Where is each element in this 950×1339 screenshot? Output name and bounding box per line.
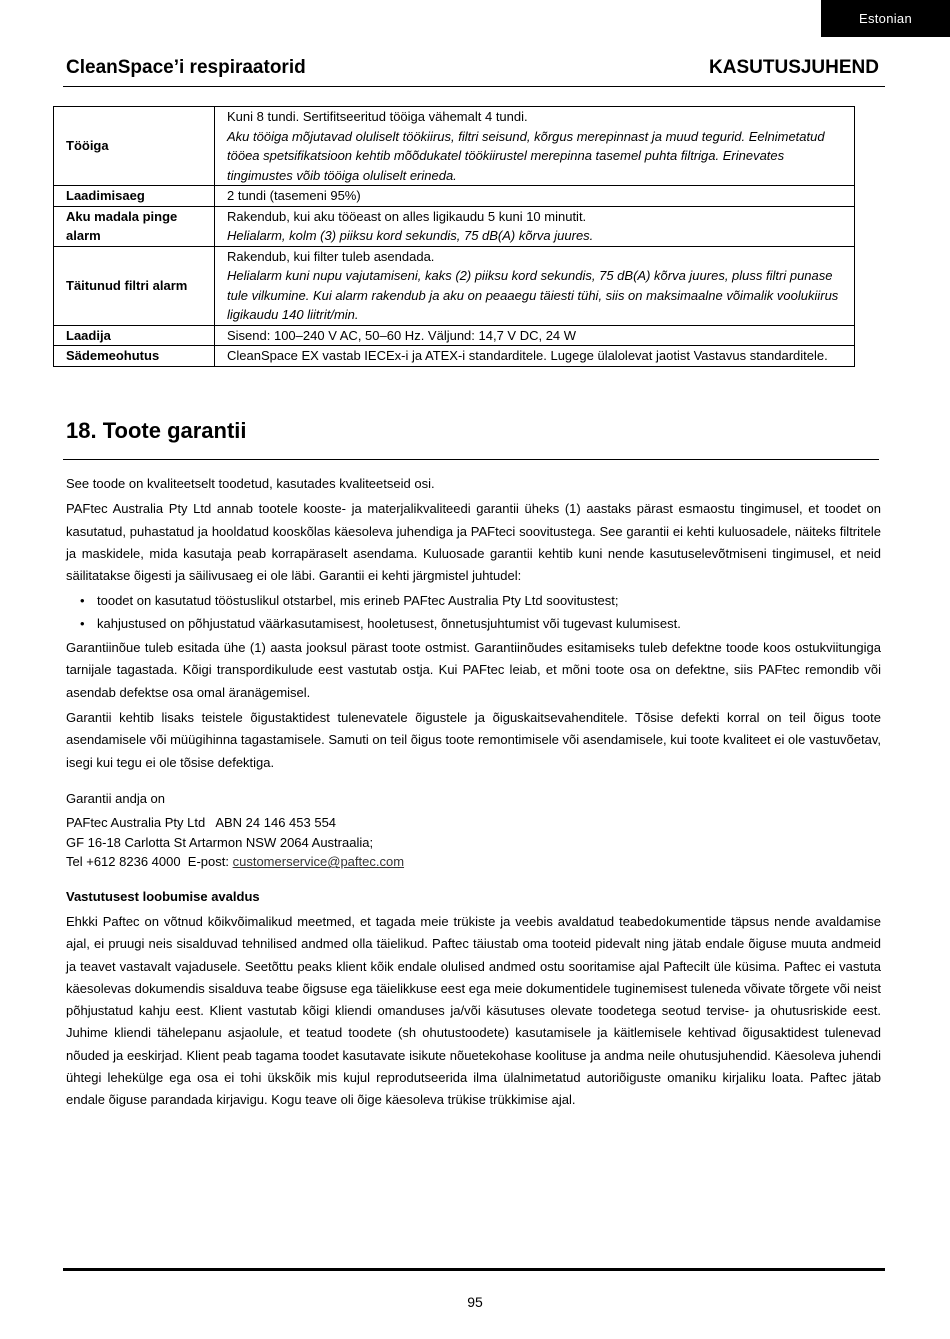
value-line: Rakendub, kui filter tuleb asendada. bbox=[227, 248, 435, 264]
header-divider bbox=[63, 86, 885, 87]
bullet-icon: • bbox=[80, 593, 85, 609]
intro-paragraph: See toode on kvaliteetselt toodetud, kasutades kvaliteetseid osi. bbox=[66, 476, 435, 491]
table-row bbox=[54, 107, 855, 186]
footer-divider bbox=[63, 1268, 885, 1271]
row-value bbox=[215, 325, 855, 346]
row-value bbox=[215, 186, 855, 207]
row-label: Laadimisaeg bbox=[54, 186, 215, 207]
specifications-table bbox=[53, 106, 855, 367]
row-label: Sädemeohutus bbox=[54, 346, 215, 367]
value-line: Sisend: 100–240 V AC, 50–60 Hz. Väljund: 14,7 V DC, 24 W bbox=[227, 327, 577, 343]
table-row bbox=[54, 206, 855, 246]
grantor-label: Garantii andja on bbox=[66, 790, 166, 806]
value-line: CleanSpace EX vastab IECEx-i ja ATEX-i standarditele. Lugege ülalolevat jaotist Vastavus standarditele. bbox=[227, 348, 828, 363]
section-number: 18. bbox=[66, 418, 97, 443]
contact-line bbox=[66, 852, 881, 872]
row-value bbox=[215, 246, 855, 325]
value-line: Kuni 8 tundi. Sertifitseeritud tööiga vähemalt 4 tundi. bbox=[227, 109, 528, 124]
table-row bbox=[54, 246, 855, 325]
value-line: Rakendub, kui aku tööeast on alles ligikaudu 5 kuni 10 minutit. bbox=[227, 208, 587, 224]
row-value bbox=[215, 107, 855, 186]
page-number: 95 bbox=[467, 1294, 483, 1310]
disclaimer-paragraph: Ehkki Paftec on võtnud kõikvõimalikud meetmed, et tagada meie trükiste ja veebis avaldatud teabedokumentide täpsus nende avaldamise ajal, ei pruugi neis sisalduvad tehnilised andmed olla täielikud. Paftec täiustab oma tooteid pidevalt ning jätab endale õiguse muuta andmeid ja teavet vastavalt vajadusele. Seetõttu peaks klient kõik endale olulised andmed ostu sooritamise ajal Paftecilt üle küsima. Paftec ei vastuta käesolevas dokumendis sisalduva teabe õigsuse ega täielikkuse eest ega meie dokumentidele tuginemisest tuleneda võivate tõrgete või neist põhjustatud kahju eest. Klient vastutab kõigi kliendi omanduses ja/või käsutuses olevate toodetega seotud tervise- ja ohutusriskide eest. Juhime kliendi tähelepanu asjaolule, et teatud toodete (sh ohutustoodete) kasutamisele ja käitlemisele kehtivad õigusaktidest tulenevad nõuded ja eeskirjad. Klient peab tagama toodet kasutavate isikute nõuetekohase koolituse ja andma neile ohutusjuhendid. Käesoleva juhendi ühtegi lehekülge ega osa ei tohi ükskõik mis kujul reprodutseerida ilma ülalnimetatud autoriõiguste omaniku kirjaliku loata. Paftec jätab endale õiguse parandada kirjavigu. Kogu teave oli õige käesoleva trükise trükkimise ajal. bbox=[66, 913, 881, 1108]
rights-paragraph: Garantii kehtib lisaks teistele õigustaktidest tulenevatele õigustele ja õiguskaitsevahenditele. Tõsise defekti korral on teil õigus toote asendamisele või müügihinna tagastamisele. Samuti on teil õigus toote remontimisele või asendamisele, kui toote kvaliteet ei ole vastuvõetav, isegi kui tegu ei ole tõsise defektiga. bbox=[66, 709, 881, 770]
row-label: Aku madala pinge alarm bbox=[54, 206, 215, 246]
claim-paragraph: Garantiinõue tuleb esitada ühe (1) aasta jooksul pärast toote ostmist. Garantiinõudes esitamiseks tuleb defektne toode koos ostukviitungiga tarnijale tagastada. Kõigi transpordikulude eest vastutab ostja. Kui PAFtec leiab, et mõni toote osa on defektne, siis PAFtec remondib või asendab defektse osa omal äranägemisel. bbox=[66, 640, 881, 700]
exclusions-list bbox=[66, 590, 881, 635]
value-note: Aku tööiga mõjutavad oluliselt töökiirus, filtri seisund, kõrgus merepinnast ja muud tegurid. Eelnimetatud tööea spetsifikatsioon kehtib mõõdukatel töökiirustel merepinna tasemel puhta filtriga. Erinevates tingimustes võib tööiga oluliselt erineda. bbox=[227, 128, 825, 183]
list-item bbox=[80, 590, 881, 612]
row-label: Laadija bbox=[54, 325, 215, 346]
disclaimer-title: Vastutusest loobumise avaldus bbox=[66, 888, 260, 904]
email-link[interactable]: customerservice@paftec.com bbox=[232, 854, 405, 870]
document-type: KASUTUSJUHEND bbox=[709, 57, 879, 78]
row-label: Tööiga bbox=[54, 107, 215, 186]
section-divider bbox=[63, 459, 879, 460]
bullet-icon: • bbox=[80, 615, 85, 631]
phone-text: Tel +612 8236 4000 E-post: bbox=[66, 854, 233, 870]
document-title: CleanSpace’i respiraatorid bbox=[66, 57, 306, 78]
section-title: Toote garantii bbox=[102, 418, 247, 443]
list-item-text: toodet on kasutatud tööstuslikul otstarbel, mis erineb PAFtec Australia Pty Ltd soovitustest; bbox=[97, 593, 619, 609]
warranty-body bbox=[66, 473, 881, 1115]
row-label: Täitunud filtri alarm bbox=[54, 246, 215, 325]
list-item bbox=[80, 613, 881, 635]
value-line: 2 tundi (tasemeni 95%) bbox=[227, 188, 361, 203]
warranty-paragraph: PAFtec Australia Pty Ltd annab tootele kooste- ja materjalikvaliteedi garantii üheks (1) aastaks pärast esmaostu tingimusel, et toodet on kasutatud, puhastatud ja hooldatud kooskõlas käesoleva juhendiga ja PAFteci soovitustega. See garantii ei kehti kuluosadele, näiteks filtritele ja maskidele, mida kasutaja peab korrapäraselt asendama. Kuluosade garantii kehtib kuni nende kasutuselevõtmiseni tingimusel, et neid säilitatakse õigesti ja säilivusaeg ei ole läbi. Garantii ei kehti järgmistel juhtudel: bbox=[66, 501, 881, 584]
address-line: GF 16-18 Carlotta St Artarmon NSW 2064 Austraalia; bbox=[66, 834, 374, 850]
language-tab: Estonian bbox=[821, 0, 950, 37]
section-heading bbox=[66, 418, 247, 444]
value-note: Helialarm, kolm (3) piiksu kord sekundis, 75 dB(A) kõrva juures. bbox=[227, 228, 594, 243]
contact-address bbox=[66, 813, 881, 872]
table-row bbox=[54, 186, 855, 207]
list-item-text: kahjustused on põhjustatud väärkasutamisest, hooletusest, õnnetusjuhtumist või tugevast kulumisest. bbox=[97, 615, 681, 631]
table-row bbox=[54, 325, 855, 346]
row-value bbox=[215, 206, 855, 246]
value-note: Helialarm kuni nupu vajutamiseni, kaks (2) piiksu kord sekundis, 75 dB(A) kõrva juures, pluss filtri punase tule vilkumine. Kui alarm rakendub ja aku on peaaegu täiesti tühi, siis on maksimaalne võimalik voolukiirus ligikaudu 140 liitrit/min. bbox=[227, 268, 839, 322]
address-line: PAFtec Australia Pty Ltd ABN 24 146 453 554 bbox=[66, 815, 337, 831]
row-value bbox=[215, 346, 855, 367]
table-row bbox=[54, 346, 855, 367]
